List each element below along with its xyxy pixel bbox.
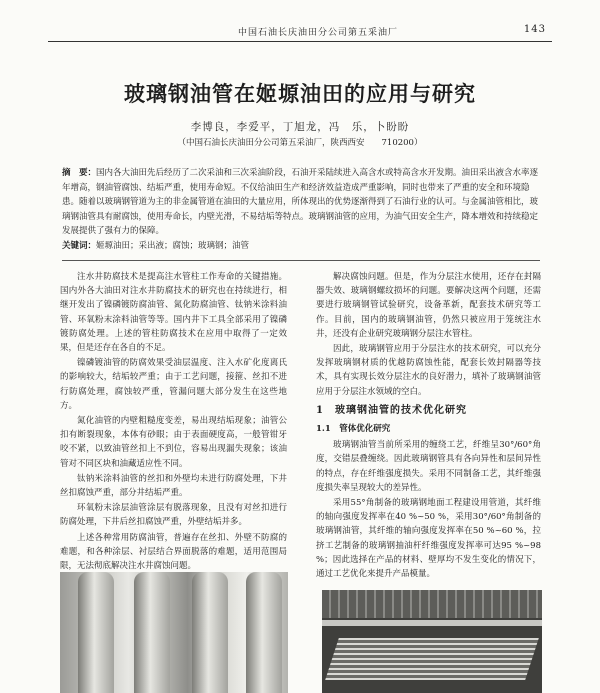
paper-title: 玻璃钢油管在姬塬油田的应用与研究 [124, 81, 476, 106]
body-paragraph: 玻璃钢油管当前所采用的缠绕工艺，纤维呈30°/60°角度，交错层叠缠绕。因此玻璃钢管具有各向异性和层间异性的特点，存在纤维强度损失。采用不同制备工艺，其纤维强度损失率呈现较大的差异性。 [316, 440, 541, 493]
body-paragraph: 注水井防腐技术是提高注水管柱工作寿命的关键措施。国内外各大油田对注水井防腐技术的研究也在持续进行，相继开发出了镍磷镀防腐油管、氮化防腐油管、钛钠米涂料油管、环氧粉末涂料油管等等。国内井下工具全部采用了镍磷镀防腐处理。上述的管柱防腐技术在应用中取得了一定效果，但是还存在各自的不足。 [60, 272, 287, 354]
abstract-label: 摘 要： [62, 168, 97, 178]
body-paragraph: 采用55°角制备的玻璃钢地面工程建设用管道，其纤维的轴向强度发挥率在40 %~50 %，采用30°/60°角制备的玻璃钢油管，其纤维的轴向强度发挥率在50 %~60 %，拉挤工艺制备的玻璃钢抽油杆纤维强度发挥率可达95 %~98 %；因此选择在产品的材料、壁厚均不发生变化的情况下，通过工艺优化来提升产品模量。 [316, 498, 541, 580]
body-paragraph: 镍磷镀油管的防腐效果受油层温度、注入水矿化度离氏的影响较大，结垢较严重；由于工艺问题，接箍、丝扣不进行防腐处理，腐蚀较严重，管漏问题大部分发生在这些地方。 [60, 358, 287, 411]
keywords-label: 关键词： [62, 240, 97, 251]
keywords-line [62, 239, 540, 254]
running-header [48, 21, 552, 42]
left-column [60, 270, 287, 618]
body-paragraph: 解决腐蚀问题。但是，作为分层注水使用，还存在封隔器失效、玻璃钢螺纹损坏的问题。要解决这两个问题，还需要进行玻璃钢管试验研究，设备革新，配套技术研究等工作。目前，国内的玻璃钢油管，仍然只被应用于笼统注水井，还没有企业研究玻璃钢分层注水管柱。 [316, 272, 541, 339]
body-paragraph: 因此，玻璃钢管应用于分层注水的技术研究，可以充分发挥玻璃钢材质的优越防腐蚀性能，配套长效封隔器等技术，具有实现长效分层注水的良好潜力，填补了玻璃钢油管应用于分层注水领域的空白。 [316, 344, 541, 397]
fiberglass-tubing-photo-icon [60, 572, 288, 693]
journal-name: 中国石油长庆油田分公司第五采油厂 [238, 28, 399, 38]
abstract-text: 国内各大油田先后经历了二次采油和三次采油阶段，石油开采陆续进入高含水或特高含水开发期。油田采出液含水率逐年增高，钢油管腐蚀、结垢严重，使用寿命短。不仅给油田生产和经济效益造成严重影响，同时也带来了严重的安全和环境隐患。随着以玻璃钢管道为主的非金属管道在油田的大量应用，所体现出的优势逐渐得到了石油行业的认可。与金属油管相比，玻璃钢油管具有耐腐蚀，使用寿命长，内壁光滑，不易结垢等特点。玻璃钢油管的应用，为油气田安全生产，降本增效和持续稳定发展提供了强有力的保障。 [62, 168, 539, 236]
abstract-divider [62, 260, 540, 261]
production-line-photo-icon [322, 590, 542, 693]
body-paragraph: 氮化油管的内壁粗糙度变差，易出现结垢现象；油管公扣有断裂现象，本体有砂眼；由于表面硬度高，一般管钳牙咬不紧，以致油管丝扣上不到位，容易出现漏失现象；该油管对不同区块和油藏适应性不同。 [60, 416, 287, 469]
right-column [316, 270, 541, 582]
section-heading: 1 玻璃钢油管的技术优化研究 [316, 404, 467, 416]
subsection-heading: 1.1 管体优化研究 [316, 424, 391, 435]
affiliation: （中国石油长庆油田分公司第五采油厂，陕西西安 710200） [177, 138, 423, 148]
body-paragraph: 上述各种常用防腐油管，普遍存在丝扣、外壁不防腐的难题，和各种涂层、衬层结合界面脱落的难题，适用范围局限，无法彻底解决注水井腐蚀问题。 [60, 532, 287, 572]
body-paragraph: 环氧粉末涂层油管涂层有脱落现象，且没有对丝扣进行防腐处理，下井后丝扣腐蚀严重，外壁结垢并多。 [60, 503, 287, 528]
body-paragraph: 钛钠米涂料油管的丝扣和外壁均未进行防腐处理，下井丝扣腐蚀严重，部分井结垢严重。 [60, 473, 287, 499]
page-number: 143 [523, 24, 546, 35]
abstract-block [62, 166, 540, 253]
keywords-text: 姬塬油田；采出液；腐蚀；玻璃钢；油管 [96, 240, 250, 251]
author-list: 李博良，李爱平，丁旭龙，冯 乐，卜盼盼 [190, 121, 410, 133]
